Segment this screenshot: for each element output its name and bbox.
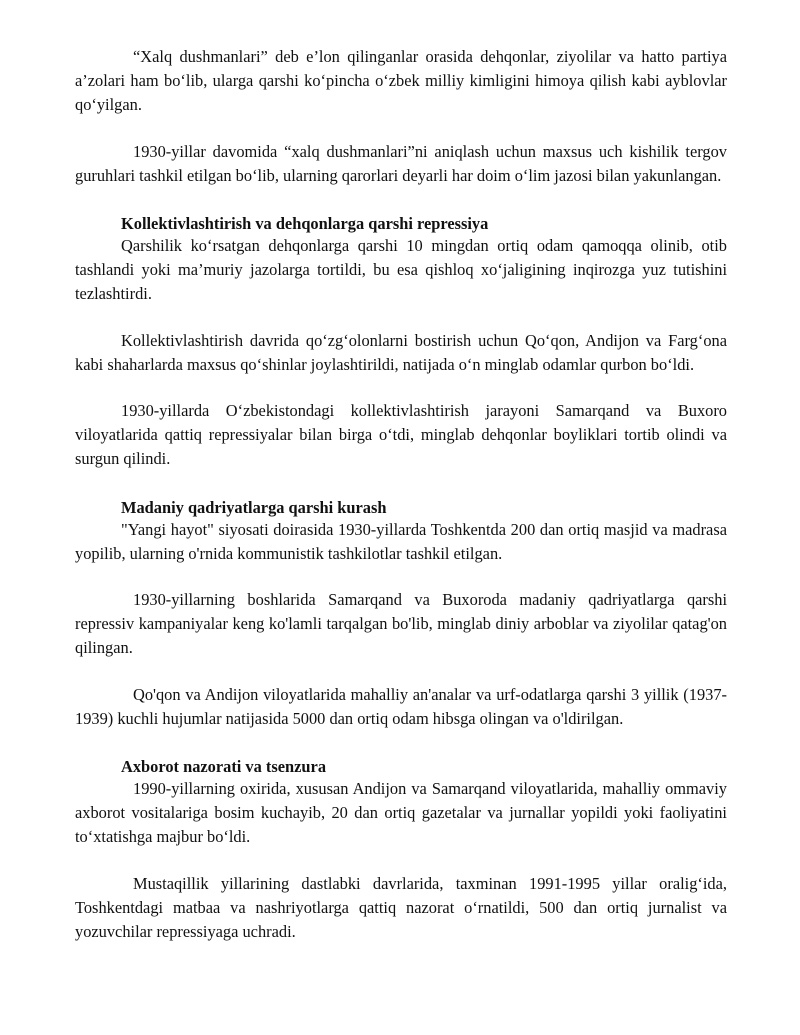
paragraph: 1930-yillarda O‘zbekistondagi kollektivlashtirish jarayoni Samarqand va Buxoro viloyatlarida qattiq repressiyalar bilan birga o‘tdi, minglab dehqonlar boyliklari tortib olindi va surgun qilindi. [75,401,727,469]
paragraph: Kollektivlashtirish davrida qo‘zg‘olonlarni bostirish uchun Qo‘qon, Andijon va Farg‘ona kabi shaharlarda maxsus qo‘shinlar joylashtirildi, natijada o‘n minglab odamlar qurbon bo‘ldi. [75,330,727,374]
paragraph: "Yangi hayot" siyosati doirasida 1930-yillarda Toshkentda 200 dan ortiq masjid va madrasa yopilib, ularning o'rnida kommunistik tashkilotlar tashkil etilgan. [75,519,727,563]
document-page [75,45,727,944]
section-heading: Axborot nazorati va tsenzura [121,757,327,777]
paragraph: Mustaqillik yillarining dastlabki davrlarida, taxminan 1991-1995 yillar oralig‘ida, Toshkentdagi matbaa va nashriyotlarga qattiq nazorat o‘rnatildi, 500 dan ortiq jurnalist va yozuvchilar repressiyaga uchradi. [75,873,727,942]
section-heading: Kollektivlashtirish va dehqonlarga qarshi repressiya [121,214,489,234]
paragraph: 1930-yillar davomida “xalq dushmanlari”ni aniqlash uchun maxsus uch kishilik tergov guruhlari tashkil etilgan bo‘lib, ularning qarorlari deyarli har doim o‘lim jazosi bilan yakunlangan. [75,141,727,185]
paragraph: “Xalq dushmanlari” deb e’lon qilinganlar orasida dehqonlar, ziyolilar va hatto partiya a’zolari ham bo‘lib, ularga qarshi ko‘pincha o‘zbek milliy kimligini himoya qilish kabi ayblovlar qo‘yilgan. [75,47,727,115]
paragraph: Qo'qon va Andijon viloyatlarida mahalliy an'analar va urf-odatlarga qarshi 3 yillik (1937-1939) kuchli hujumlar natijasida 5000 dan ortiq odam hibsga olingan va o'ldirilgan. [75,684,727,728]
paragraph: Qarshilik ko‘rsatgan dehqonlarga qarshi 10 mingdan ortiq odam qamoqqa olinib, otib tashlandi yoki ma’muriy jazolarga tortildi, bu esa qishloq xo‘jaligining inqirozga yuz tutishini tezlashtirdi. [75,236,727,304]
paragraph: 1930-yillarning boshlarida Samarqand va Buxoroda madaniy qadriyatlarga qarshi repressiv kampaniyalar keng ko'lamli tarqalgan bo'lib, minglab diniy arboblar va ziyolilar qatag'on qilingan. [75,590,727,658]
section-heading: Madaniy qadriyatlarga qarshi kurash [121,497,387,517]
paragraph: 1990-yillarning oxirida, xususan Andijon va Samarqand viloyatlarida, mahalliy ommaviy axborot vositalariga bosim kuchayib, 20 dan ortiq gazetalar va jurnallar yopildi yoki faoliyatini to‘xtatishga majbur bo‘ldi. [75,779,727,847]
